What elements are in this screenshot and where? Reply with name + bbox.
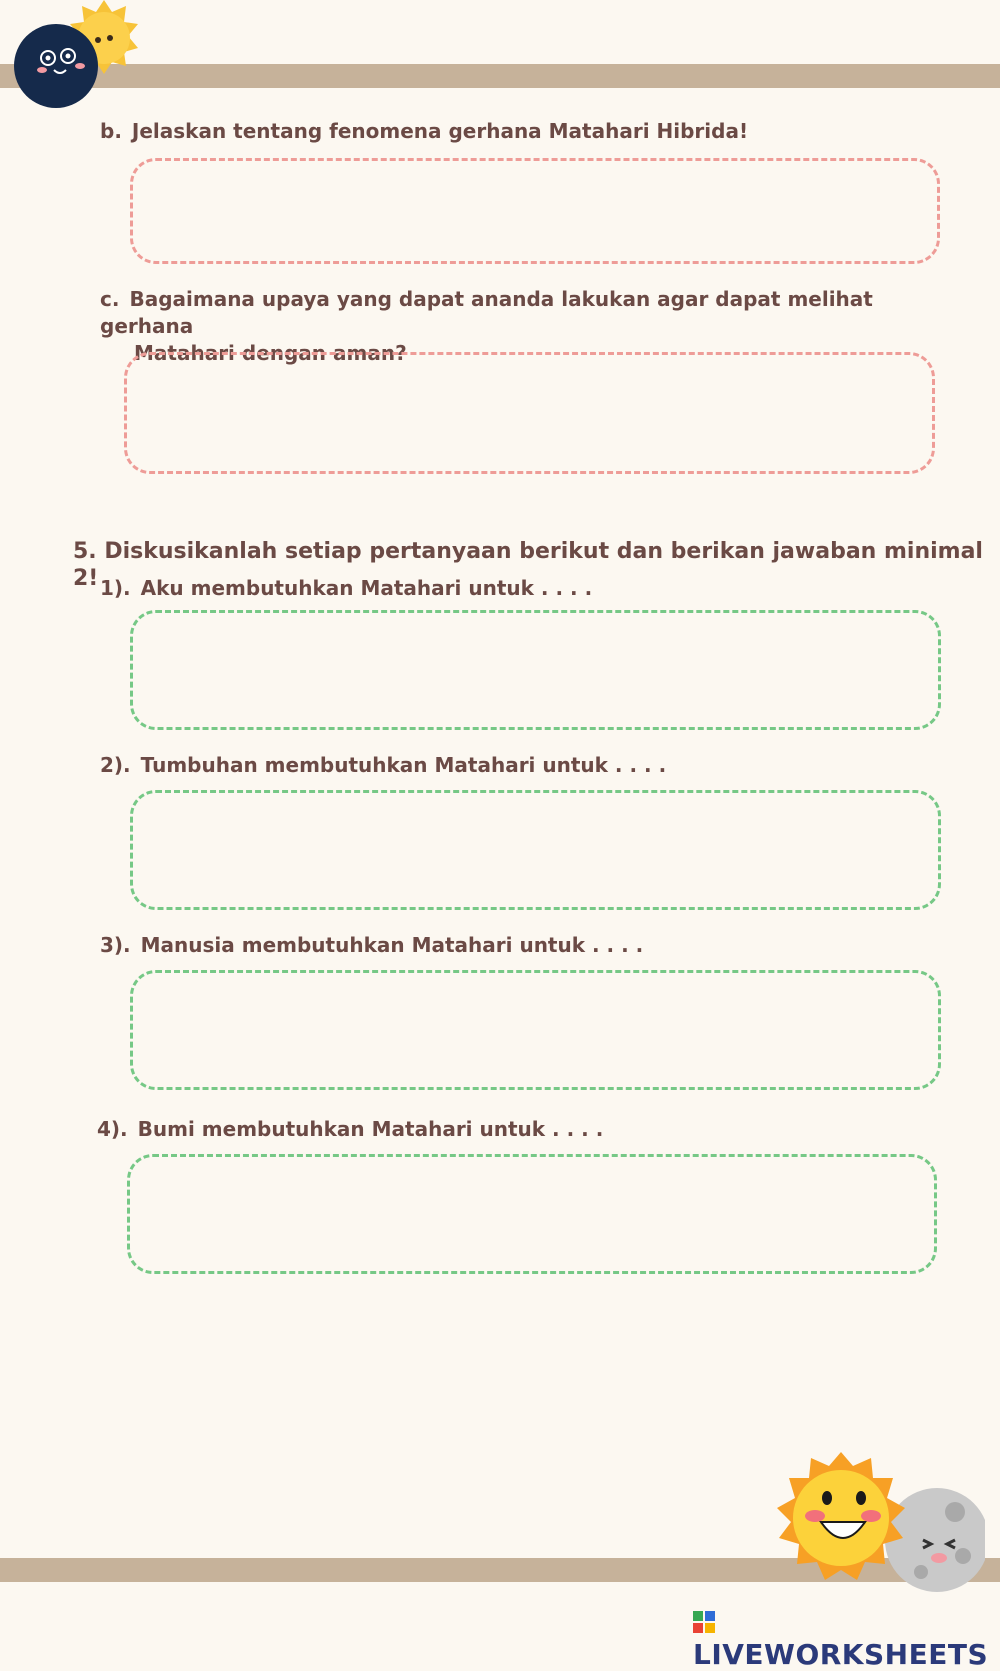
liveworksheets-logo bbox=[693, 1605, 1000, 1671]
answer-box-b[interactable] bbox=[130, 158, 940, 264]
subquestion-4-text: Bumi membutuhkan Matahari untuk . . . . bbox=[137, 1117, 604, 1141]
subquestion-4-number: 4). bbox=[97, 1117, 128, 1141]
question-c-text-line2: Matahari dengan aman? bbox=[134, 341, 407, 365]
eclipse-sun-moon-icon bbox=[8, 0, 138, 112]
answer-box-2[interactable] bbox=[130, 790, 941, 910]
answer-box-3[interactable] bbox=[130, 970, 941, 1090]
answer-box-1[interactable] bbox=[130, 610, 941, 730]
question-5: 5. Diskusikanlah setiap pertanyaan berikut dan berikan jawaban minimal 2! bbox=[73, 539, 983, 591]
answer-box-4[interactable] bbox=[127, 1154, 937, 1274]
question-c-number: c. bbox=[100, 287, 120, 311]
subquestion-2 bbox=[100, 752, 666, 779]
liveworksheets-logo-icon bbox=[693, 1611, 715, 1633]
header-bar bbox=[0, 64, 1000, 88]
subquestion-1 bbox=[100, 575, 592, 602]
question-b bbox=[100, 118, 748, 145]
answer-box-c[interactable] bbox=[124, 352, 935, 474]
question-b-number: b. bbox=[100, 119, 122, 143]
subquestion-3-text: Manusia membutuhkan Matahari untuk . . . . bbox=[140, 933, 644, 957]
liveworksheets-logo-text: LIVEWORKSHEETS bbox=[693, 1638, 989, 1671]
subquestion-4 bbox=[97, 1116, 603, 1143]
subquestion-2-text: Tumbuhan membutuhkan Matahari untuk . . . . bbox=[140, 753, 667, 777]
question-c-text-line1: Bagaimana upaya yang dapat ananda lakukan agar dapat melihat gerhana bbox=[100, 287, 873, 338]
subquestion-1-text: Aku membutuhkan Matahari untuk . . . . bbox=[140, 576, 593, 600]
question-b-text: Jelaskan tentang fenomena gerhana Matahari Hibrida! bbox=[131, 119, 749, 143]
subquestion-3 bbox=[100, 932, 643, 959]
sun-moon-cartoon-icon bbox=[755, 1452, 985, 1612]
subquestion-1-number: 1). bbox=[100, 576, 131, 600]
subquestion-2-number: 2). bbox=[100, 753, 131, 777]
subquestion-3-number: 3). bbox=[100, 933, 131, 957]
